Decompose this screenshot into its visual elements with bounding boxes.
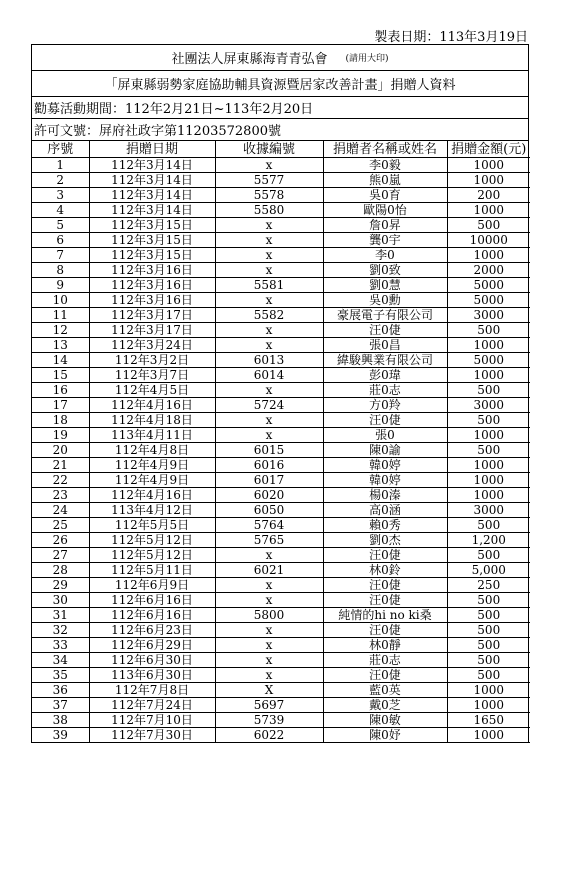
amount-cell: 1000 [447,473,530,488]
donor-cell: 詹0昇 [323,218,447,233]
table-row [32,473,530,488]
amount-cell: 500 [447,668,530,683]
receipt-cell: X [215,683,323,698]
table-header-row [32,141,530,158]
donor-cell: 楊0溱 [323,488,447,503]
donor-cell: 豪展電子有限公司 [323,308,447,323]
campaign-period: 勸募活動期間：112年2月21日~113年2月20日 [32,97,528,119]
donor-table-body [32,158,530,743]
donor-cell: 汪0倢 [323,593,447,608]
donor-sheet [31,44,529,743]
date-cell: 112年4月9日 [89,473,215,488]
donor-cell: 韓0婷 [323,458,447,473]
date-cell: 112年7月8日 [89,683,215,698]
table-row [32,278,530,293]
table-row [32,353,530,368]
table-row [32,578,530,593]
receipt-cell: 6017 [215,473,323,488]
table-row [32,668,530,683]
donor-cell: 李0毅 [323,158,447,173]
table-row [32,308,530,323]
amount-cell: 500 [447,593,530,608]
receipt-cell: 5581 [215,278,323,293]
donor-cell: 緯駿興業有限公司 [323,353,447,368]
serial-cell: 3 [32,188,89,203]
amount-cell: 500 [447,518,530,533]
table-row [32,503,530,518]
amount-cell: 1000 [447,728,530,743]
amount-cell: 500 [447,443,530,458]
donor-table [32,141,530,743]
serial-cell: 8 [32,263,89,278]
amount-cell: 1000 [447,698,530,713]
serial-cell: 38 [32,713,89,728]
table-row [32,323,530,338]
table-row [32,488,530,503]
serial-cell: 14 [32,353,89,368]
date-cell: 112年4月8日 [89,443,215,458]
amount-cell: 1000 [447,203,530,218]
serial-cell: 7 [32,248,89,263]
col-header-donor: 捐贈者名稱或姓名 [323,141,447,158]
table-row [32,443,530,458]
donor-cell: 汪0倢 [323,413,447,428]
serial-cell: 1 [32,158,89,173]
date-cell: 112年7月30日 [89,728,215,743]
amount-cell: 1,200 [447,533,530,548]
serial-cell: 24 [32,503,89,518]
receipt-cell: x [215,263,323,278]
amount-cell: 1000 [447,173,530,188]
table-row [32,263,530,278]
amount-cell: 3000 [447,308,530,323]
table-row [32,398,530,413]
serial-cell: 18 [32,413,89,428]
amount-cell: 1000 [447,458,530,473]
date-cell: 112年6月23日 [89,623,215,638]
table-row [32,698,530,713]
donor-cell: 林0鈴 [323,563,447,578]
donor-cell: 彭0瑋 [323,368,447,383]
donor-cell: 吳0勳 [323,293,447,308]
donor-cell: 純情的hi no ki桑 [323,608,447,623]
receipt-cell: x [215,293,323,308]
date-cell: 112年4月16日 [89,398,215,413]
receipt-cell: 5580 [215,203,323,218]
table-row [32,608,530,623]
amount-cell: 5,000 [447,563,530,578]
date-cell: 112年3月7日 [89,368,215,383]
receipt-cell: 6015 [215,443,323,458]
serial-cell: 12 [32,323,89,338]
amount-cell: 1000 [447,158,530,173]
serial-cell: 22 [32,473,89,488]
serial-cell: 31 [32,608,89,623]
donor-cell: 陳0敏 [323,713,447,728]
donor-cell: 賴0秀 [323,518,447,533]
date-cell: 112年6月16日 [89,593,215,608]
table-row [32,623,530,638]
amount-cell: 500 [447,383,530,398]
amount-cell: 500 [447,608,530,623]
serial-cell: 19 [32,428,89,443]
date-cell: 112年3月14日 [89,203,215,218]
donor-cell: 莊0志 [323,383,447,398]
serial-cell: 25 [32,518,89,533]
amount-cell: 500 [447,218,530,233]
amount-cell: 5000 [447,293,530,308]
amount-cell: 250 [447,578,530,593]
receipt-cell: 6016 [215,458,323,473]
receipt-cell: 5764 [215,518,323,533]
date-cell: 112年6月9日 [89,578,215,593]
amount-cell: 500 [447,623,530,638]
table-row [32,593,530,608]
amount-cell: 5000 [447,353,530,368]
date-cell: 112年5月12日 [89,533,215,548]
receipt-cell: x [215,323,323,338]
receipt-cell: 6050 [215,503,323,518]
table-row [32,158,530,173]
receipt-cell: x [215,548,323,563]
date-cell: 112年4月18日 [89,413,215,428]
receipt-cell: 5800 [215,608,323,623]
serial-cell: 15 [32,368,89,383]
date-cell: 112年3月16日 [89,293,215,308]
donor-cell: 莊0志 [323,653,447,668]
donor-cell: 高0涵 [323,503,447,518]
receipt-cell: 5724 [215,398,323,413]
col-header-date: 捐贈日期 [89,141,215,158]
amount-cell: 500 [447,548,530,563]
amount-cell: 3000 [447,398,530,413]
org-name: 社團法人屏東縣海青青弘會 [171,52,328,67]
table-row [32,563,530,578]
date-cell: 112年3月14日 [89,158,215,173]
amount-cell: 1000 [447,488,530,503]
receipt-cell: x [215,338,323,353]
table-row [32,173,530,188]
donor-cell: 方0羚 [323,398,447,413]
serial-cell: 5 [32,218,89,233]
date-cell: 112年7月24日 [89,698,215,713]
col-header-receipt: 收據編號 [215,141,323,158]
table-row [32,413,530,428]
amount-cell: 5000 [447,278,530,293]
serial-cell: 27 [32,548,89,563]
table-row [32,533,530,548]
donor-cell: 劉0慧 [323,278,447,293]
serial-cell: 30 [32,593,89,608]
receipt-cell: 6013 [215,353,323,368]
serial-cell: 10 [32,293,89,308]
date-cell: 112年5月5日 [89,518,215,533]
serial-cell: 17 [32,398,89,413]
table-row [32,203,530,218]
donor-cell: 陳0諭 [323,443,447,458]
date-cell: 112年6月29日 [89,638,215,653]
table-row [32,188,530,203]
receipt-cell: 5577 [215,173,323,188]
donor-cell: 熊0嵐 [323,173,447,188]
receipt-cell: x [215,158,323,173]
donor-cell: 林0靜 [323,638,447,653]
amount-cell: 1000 [447,683,530,698]
donor-cell: 汪0倢 [323,548,447,563]
report-date: 製表日期：113年3月19日 [374,30,528,45]
receipt-cell: x [215,653,323,668]
receipt-cell: 5765 [215,533,323,548]
table-row [32,248,530,263]
date-cell: 112年4月5日 [89,383,215,398]
serial-cell: 34 [32,653,89,668]
amount-cell: 10000 [447,233,530,248]
donor-cell: 藍0英 [323,683,447,698]
table-row [32,713,530,728]
amount-cell: 500 [447,653,530,668]
serial-cell: 6 [32,233,89,248]
donor-cell: 李0 [323,248,447,263]
date-cell: 112年4月16日 [89,488,215,503]
donor-cell: 龔0宇 [323,233,447,248]
receipt-cell: 6021 [215,563,323,578]
donor-cell: 汪0倢 [323,323,447,338]
serial-cell: 23 [32,488,89,503]
date-cell: 112年3月17日 [89,323,215,338]
table-row [32,653,530,668]
table-row [32,368,530,383]
table-row [32,683,530,698]
amount-cell: 1000 [447,248,530,263]
donor-cell: 韓0婷 [323,473,447,488]
serial-cell: 28 [32,563,89,578]
serial-cell: 29 [32,578,89,593]
table-row [32,293,530,308]
amount-cell: 500 [447,638,530,653]
permit-number: 許可文號：屏府社政字第11203572800號 [32,119,528,141]
donor-cell: 戴0芝 [323,698,447,713]
date-cell: 113年4月12日 [89,503,215,518]
date-cell: 112年3月17日 [89,308,215,323]
date-cell: 112年3月14日 [89,173,215,188]
donor-cell: 劉0致 [323,263,447,278]
org-header [32,45,528,71]
table-row [32,428,530,443]
donor-cell: 汪0倢 [323,668,447,683]
serial-cell: 4 [32,203,89,218]
serial-cell: 20 [32,443,89,458]
amount-cell: 500 [447,323,530,338]
serial-cell: 36 [32,683,89,698]
date-cell: 112年3月15日 [89,233,215,248]
serial-cell: 35 [32,668,89,683]
receipt-cell: 6022 [215,728,323,743]
serial-cell: 32 [32,623,89,638]
amount-cell: 1000 [447,428,530,443]
date-cell: 112年7月10日 [89,713,215,728]
receipt-cell: 6020 [215,488,323,503]
serial-cell: 2 [32,173,89,188]
receipt-cell: x [215,593,323,608]
serial-cell: 21 [32,458,89,473]
amount-cell: 2000 [447,263,530,278]
table-row [32,233,530,248]
table-row [32,728,530,743]
serial-cell: 33 [32,638,89,653]
col-header-amount: 捐贈金額(元) [447,141,530,158]
receipt-cell: x [215,413,323,428]
donor-cell: 吳0育 [323,188,447,203]
receipt-cell: 6014 [215,368,323,383]
donor-cell: 陳0妤 [323,728,447,743]
receipt-cell: x [215,233,323,248]
table-row [32,338,530,353]
receipt-cell: x [215,428,323,443]
table-row [32,383,530,398]
serial-cell: 16 [32,383,89,398]
serial-cell: 11 [32,308,89,323]
serial-cell: 37 [32,698,89,713]
table-row [32,638,530,653]
donor-cell: 劉0杰 [323,533,447,548]
serial-cell: 13 [32,338,89,353]
col-header-serial: 序號 [32,141,89,158]
date-cell: 112年3月15日 [89,218,215,233]
date-cell: 112年6月30日 [89,653,215,668]
date-cell: 112年3月15日 [89,248,215,263]
date-cell: 112年3月16日 [89,278,215,293]
donor-cell: 張0 [323,428,447,443]
table-row [32,518,530,533]
amount-cell: 3000 [447,503,530,518]
donor-cell: 汪0倢 [323,623,447,638]
date-cell: 112年5月11日 [89,563,215,578]
receipt-cell: x [215,248,323,263]
date-cell: 113年6月30日 [89,668,215,683]
receipt-cell: x [215,218,323,233]
date-cell: 112年3月16日 [89,263,215,278]
amount-cell: 1650 [447,713,530,728]
table-row [32,548,530,563]
donor-cell: 張0昌 [323,338,447,353]
donor-cell: 汪0倢 [323,578,447,593]
plan-title: 「屏東縣弱勢家庭協助輔具資源暨居家改善計畫」捐贈人資料 [32,71,528,97]
receipt-cell: x [215,578,323,593]
amount-cell: 1000 [447,368,530,383]
receipt-cell: 5739 [215,713,323,728]
donor-cell: 歐陽0怡 [323,203,447,218]
receipt-cell: x [215,638,323,653]
date-cell: 112年3月24日 [89,338,215,353]
date-cell: 112年6月16日 [89,608,215,623]
amount-cell: 1000 [447,338,530,353]
date-cell: 112年3月14日 [89,188,215,203]
receipt-cell: x [215,668,323,683]
table-row [32,458,530,473]
receipt-cell: 5578 [215,188,323,203]
receipt-cell: 5697 [215,698,323,713]
amount-cell: 200 [447,188,530,203]
date-cell: 112年3月2日 [89,353,215,368]
stamp-note: (請用大印) [345,54,389,64]
date-cell: 113年4月11日 [89,428,215,443]
serial-cell: 9 [32,278,89,293]
date-cell: 112年5月12日 [89,548,215,563]
table-row [32,218,530,233]
serial-cell: 26 [32,533,89,548]
receipt-cell: x [215,383,323,398]
amount-cell: 500 [447,413,530,428]
receipt-cell: x [215,623,323,638]
receipt-cell: 5582 [215,308,323,323]
date-cell: 112年4月9日 [89,458,215,473]
serial-cell: 39 [32,728,89,743]
